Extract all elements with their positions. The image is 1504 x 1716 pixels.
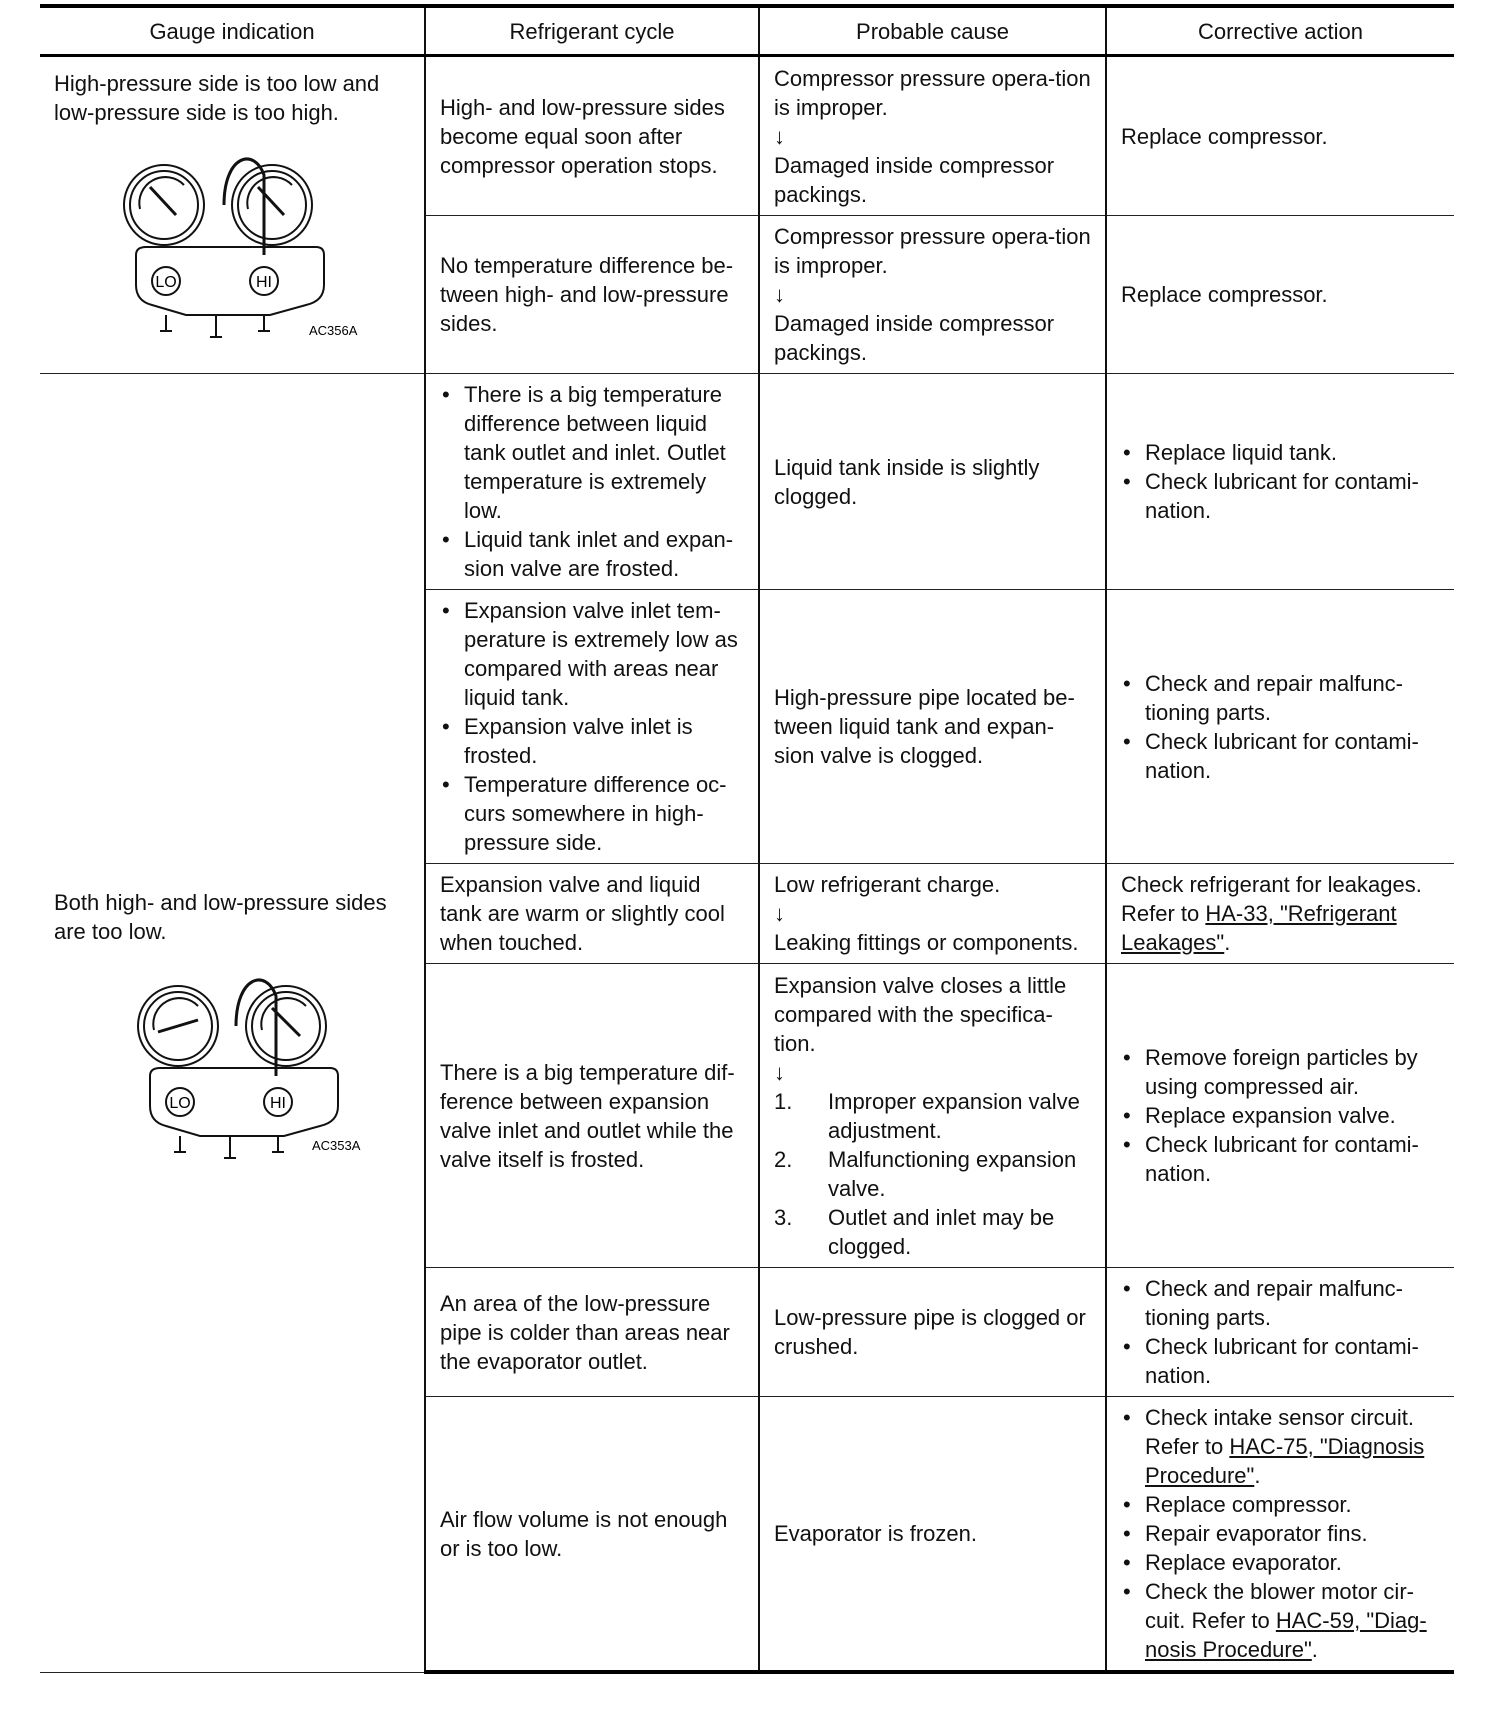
gauge-lo-label: LO xyxy=(155,274,177,291)
arrow-down-icon: ↓ xyxy=(774,123,785,149)
probable-cause-cell: High-pressure pipe located be-tween liquid tank and expan-sion valve is clogged. xyxy=(759,590,1106,864)
probable-cause-cell: Low refrigerant charge. ↓ Leaking fittings or components. xyxy=(759,864,1106,964)
probable-cause-cell: Compressor pressure opera-tion is improper. ↓ Damaged inside compressor packings. xyxy=(759,56,1106,216)
list-item: 2. Malfunctioning expansion valve. xyxy=(774,1146,1077,1201)
diagnosis-table xyxy=(40,4,1454,1674)
list-item: • Check lubricant for contami-nation. xyxy=(1121,1130,1440,1188)
refrigerant-cycle-cell: No temperature difference be-tween high- and low-pressure sides. xyxy=(425,216,759,374)
refrigerant-cycle-cell: High- and low-pressure sides become equal soon after compressor operation stops. xyxy=(425,56,759,216)
list-item: 3. Outlet and inlet may be clogged. xyxy=(774,1204,1055,1259)
refrigerant-cycle-cell: An area of the low-pressure pipe is colder than areas near the evaporator outlet. xyxy=(425,1268,759,1397)
corrective-action-cell xyxy=(1106,1268,1454,1397)
header-gauge-indication: Gauge indication xyxy=(40,6,425,56)
refrigerant-cycle-cell: There is a big temperature dif-ference between expansion valve inlet and outlet while the valve itself is frosted. xyxy=(425,964,759,1268)
header-probable-cause: Probable cause xyxy=(759,6,1106,56)
list-item: • Temperature difference oc-curs somewhere in high-pressure side. xyxy=(440,770,744,857)
list-item: • Replace liquid tank. xyxy=(1121,438,1440,467)
list-item: • Remove foreign particles by using compressed air. xyxy=(1121,1043,1440,1101)
list-item: • Replace compressor. xyxy=(1121,1490,1440,1519)
probable-cause-cell: Evaporator is frozen. xyxy=(759,1397,1106,1673)
arrow-down-icon: ↓ xyxy=(774,1059,785,1085)
list-item: • Check lubricant for contami-nation. xyxy=(1121,467,1440,525)
corrective-action-cell xyxy=(1106,374,1454,590)
list-item: • Repair evaporator fins. xyxy=(1121,1519,1440,1548)
table-row xyxy=(40,374,1454,590)
list-item: 1. Improper expansion valve adjustment. xyxy=(774,1088,1080,1143)
corrective-action-cell xyxy=(1106,1397,1454,1673)
gauge-indication-text: High-pressure side is too low and low-pressure side is too high. xyxy=(54,71,380,125)
corrective-action-cell xyxy=(1106,964,1454,1268)
probable-cause-cell: Liquid tank inside is slightly clogged. xyxy=(759,374,1106,590)
arrow-down-icon: ↓ xyxy=(774,282,785,307)
reference-link[interactable]: HAC-75, "Diagnosis Procedure" xyxy=(1145,1434,1425,1488)
corrective-action-cell: Replace compressor. xyxy=(1106,56,1454,216)
gauge-hi-label: HI xyxy=(256,274,272,291)
reference-link[interactable]: HAC-59, "Diag-nosis Procedure" xyxy=(1145,1608,1427,1662)
gauge-indication-cell xyxy=(40,374,425,1673)
list-item: • Liquid tank inlet and expan-sion valve are frosted. xyxy=(440,525,744,583)
header-row xyxy=(40,6,1454,56)
arrow-down-icon: ↓ xyxy=(774,901,785,926)
header-corrective-action: Corrective action xyxy=(1106,6,1454,56)
gauge-hi-label: HI xyxy=(270,1094,286,1112)
refrigerant-cycle-cell: Air flow volume is not enough or is too low. xyxy=(425,1397,759,1673)
refrigerant-cycle-cell: Expansion valve and liquid tank are warm or slightly cool when touched. xyxy=(425,864,759,964)
probable-cause-cell: Low-pressure pipe is clogged or crushed. xyxy=(759,1268,1106,1397)
figure-label: AC353A xyxy=(312,1137,361,1153)
list-item: • Expansion valve inlet is frosted. xyxy=(440,712,744,770)
corrective-action-cell xyxy=(1106,590,1454,864)
refrigerant-cycle-cell xyxy=(425,590,759,864)
list-item: • Check lubricant for contami-nation. xyxy=(1121,727,1440,785)
manifold-gauge-figure xyxy=(54,954,394,1164)
probable-cause-cell: Expansion valve closes a little compared with the specifica-tion. ↓ 1. Improper expansion valve adjustment. 2. Malfunctioning expansion valve. 3. Outlet and inlet may be clogged. xyxy=(759,964,1106,1268)
figure-label: AC356A xyxy=(309,323,358,338)
reference-link[interactable]: HA-33, "Refrigerant Leakages" xyxy=(1121,901,1397,955)
list-item: • Check and repair malfunc-tioning parts. xyxy=(1121,669,1440,727)
header-refrigerant-cycle: Refrigerant cycle xyxy=(425,6,759,56)
gauge-indication-cell xyxy=(40,56,425,374)
list-item: • Check lubricant for contami-nation. xyxy=(1121,1332,1440,1390)
list-item: • Expansion valve inlet tem-perature is extremely low as compared with areas near liquid tank. xyxy=(440,596,744,712)
corrective-action-cell: Replace compressor. xyxy=(1106,216,1454,374)
list-item: • Check the blower motor cir-cuit. Refer to HAC-59, "Diag-nosis Procedure". xyxy=(1121,1577,1440,1664)
probable-cause-cell: Compressor pressure opera-tion is improper. ↓ Damaged inside compressor packings. xyxy=(759,216,1106,374)
list-item: • Check and repair malfunc-tioning parts. xyxy=(1121,1274,1440,1332)
corrective-action-cell: Check refrigerant for leakages. Refer to HA-33, "Refrigerant Leakages". xyxy=(1106,864,1454,964)
list-item: • Replace expansion valve. xyxy=(1121,1101,1440,1130)
list-item: • Replace evaporator. xyxy=(1121,1548,1440,1577)
list-item: • Check intake sensor circuit. Refer to HAC-75, "Diagnosis Procedure". xyxy=(1121,1403,1440,1490)
manifold-gauge-figure xyxy=(54,135,394,345)
table-row xyxy=(40,56,1454,216)
list-item: • There is a big temperature difference between liquid tank outlet and inlet. Outlet temperature is extremely low. xyxy=(440,380,744,525)
gauge-indication-text: Both high- and low-pressure sides are too low. xyxy=(54,889,387,944)
refrigerant-cycle-cell xyxy=(425,374,759,590)
gauge-lo-label: LO xyxy=(169,1094,191,1112)
